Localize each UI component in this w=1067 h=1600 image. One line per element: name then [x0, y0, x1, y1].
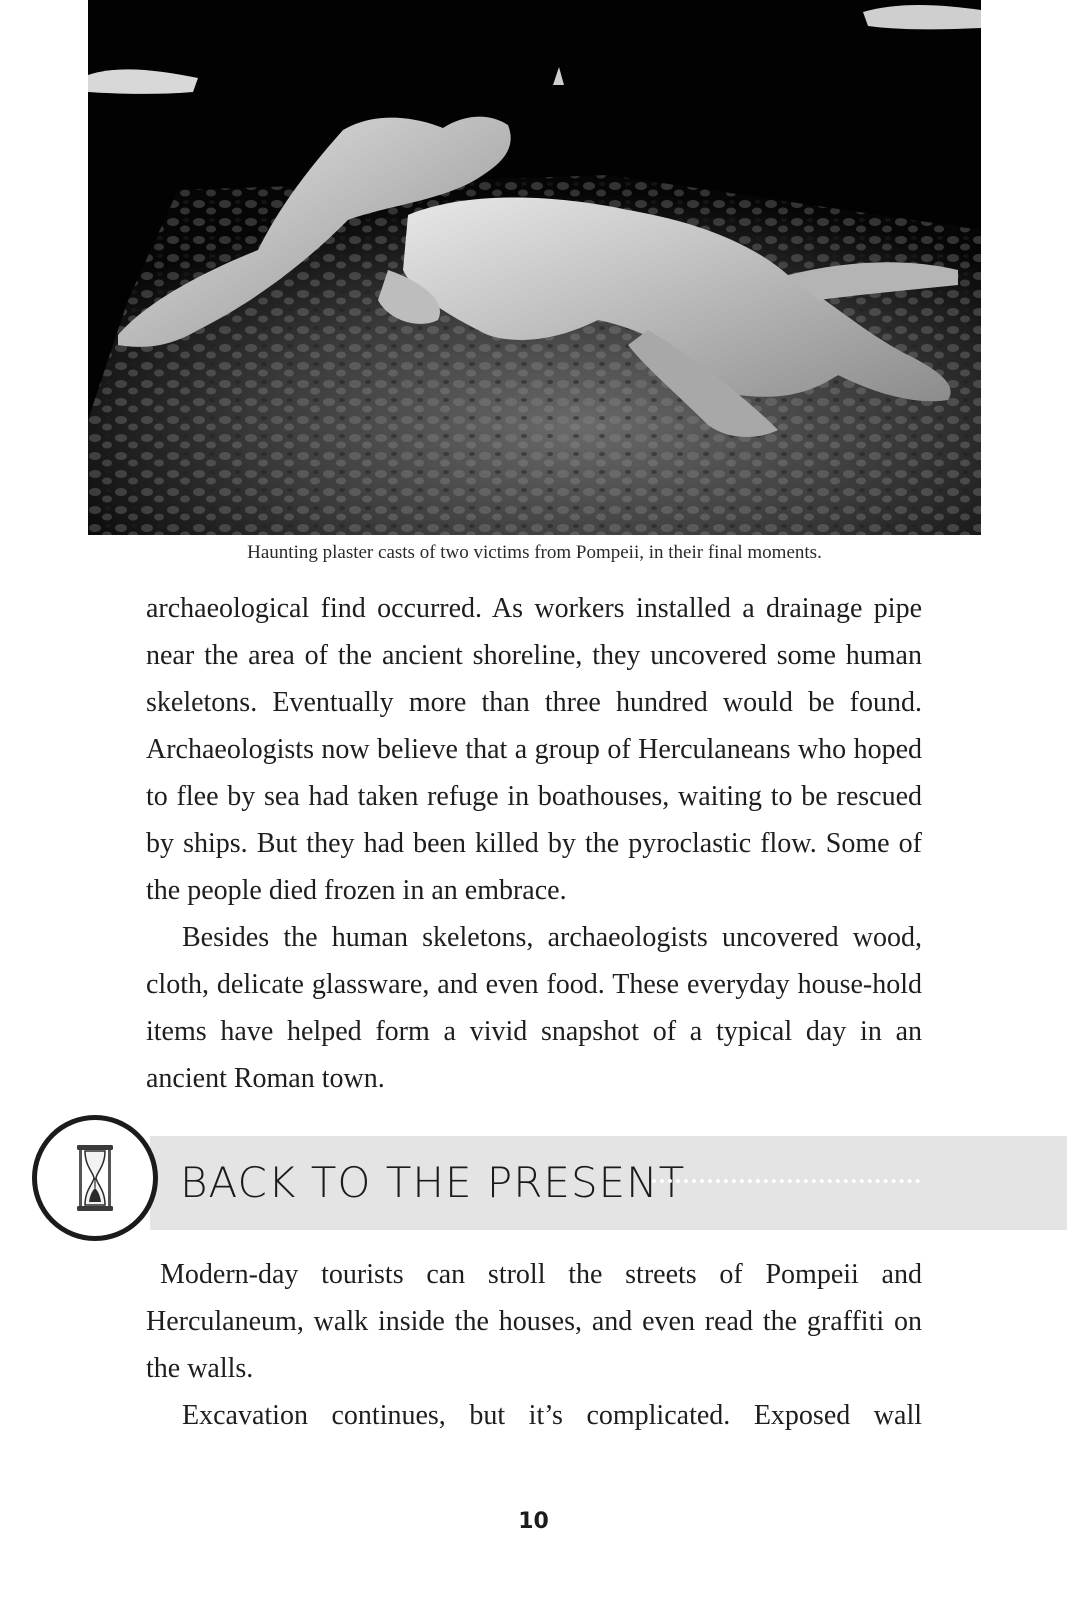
photo-caption: Haunting plaster casts of two victims from Pompeii, in their final moments.: [247, 542, 822, 563]
paragraph: Modern-day tourists can stroll the streets of Pompeii and Herculaneum, walk inside the houses, and even read the graffiti on the walls.: [146, 1259, 922, 1384]
plaster-casts-photo: [88, 0, 981, 535]
section-title: BACK TO THE PRESENT: [180, 1158, 686, 1207]
hourglass-icon: [75, 1144, 115, 1212]
paragraph: archaeological find occurred. As workers installed a drainage pipe near the area of the ancient shoreline, they uncovered some human skeletons. Eventually more than three hundred would be found. Archaeologists now believe that a group of Herculaneans who hoped to flee by sea had taken refuge in boathouses, waiting to be rescued by ships. But they had been killed by the pyroclastic flow. Some of the people died frozen in an embrace.: [146, 593, 922, 906]
section-banner: [150, 1136, 1067, 1230]
paragraph: Excavation continues, but it’s complicated. Exposed wall: [182, 1400, 922, 1431]
page-number: 10: [518, 1509, 549, 1534]
body-text-top: [146, 585, 922, 1102]
body-text-bottom: [146, 1251, 922, 1439]
banner-dotted-rule: [652, 1179, 920, 1183]
paragraph: Besides the human skeletons, archaeologists uncovered wood, cloth, delicate glassware, and even food. These everyday house-hold items have helped form a vivid snapshot of a typical day in an ancient Roman town.: [146, 922, 922, 1094]
hourglass-emblem: [32, 1115, 158, 1241]
